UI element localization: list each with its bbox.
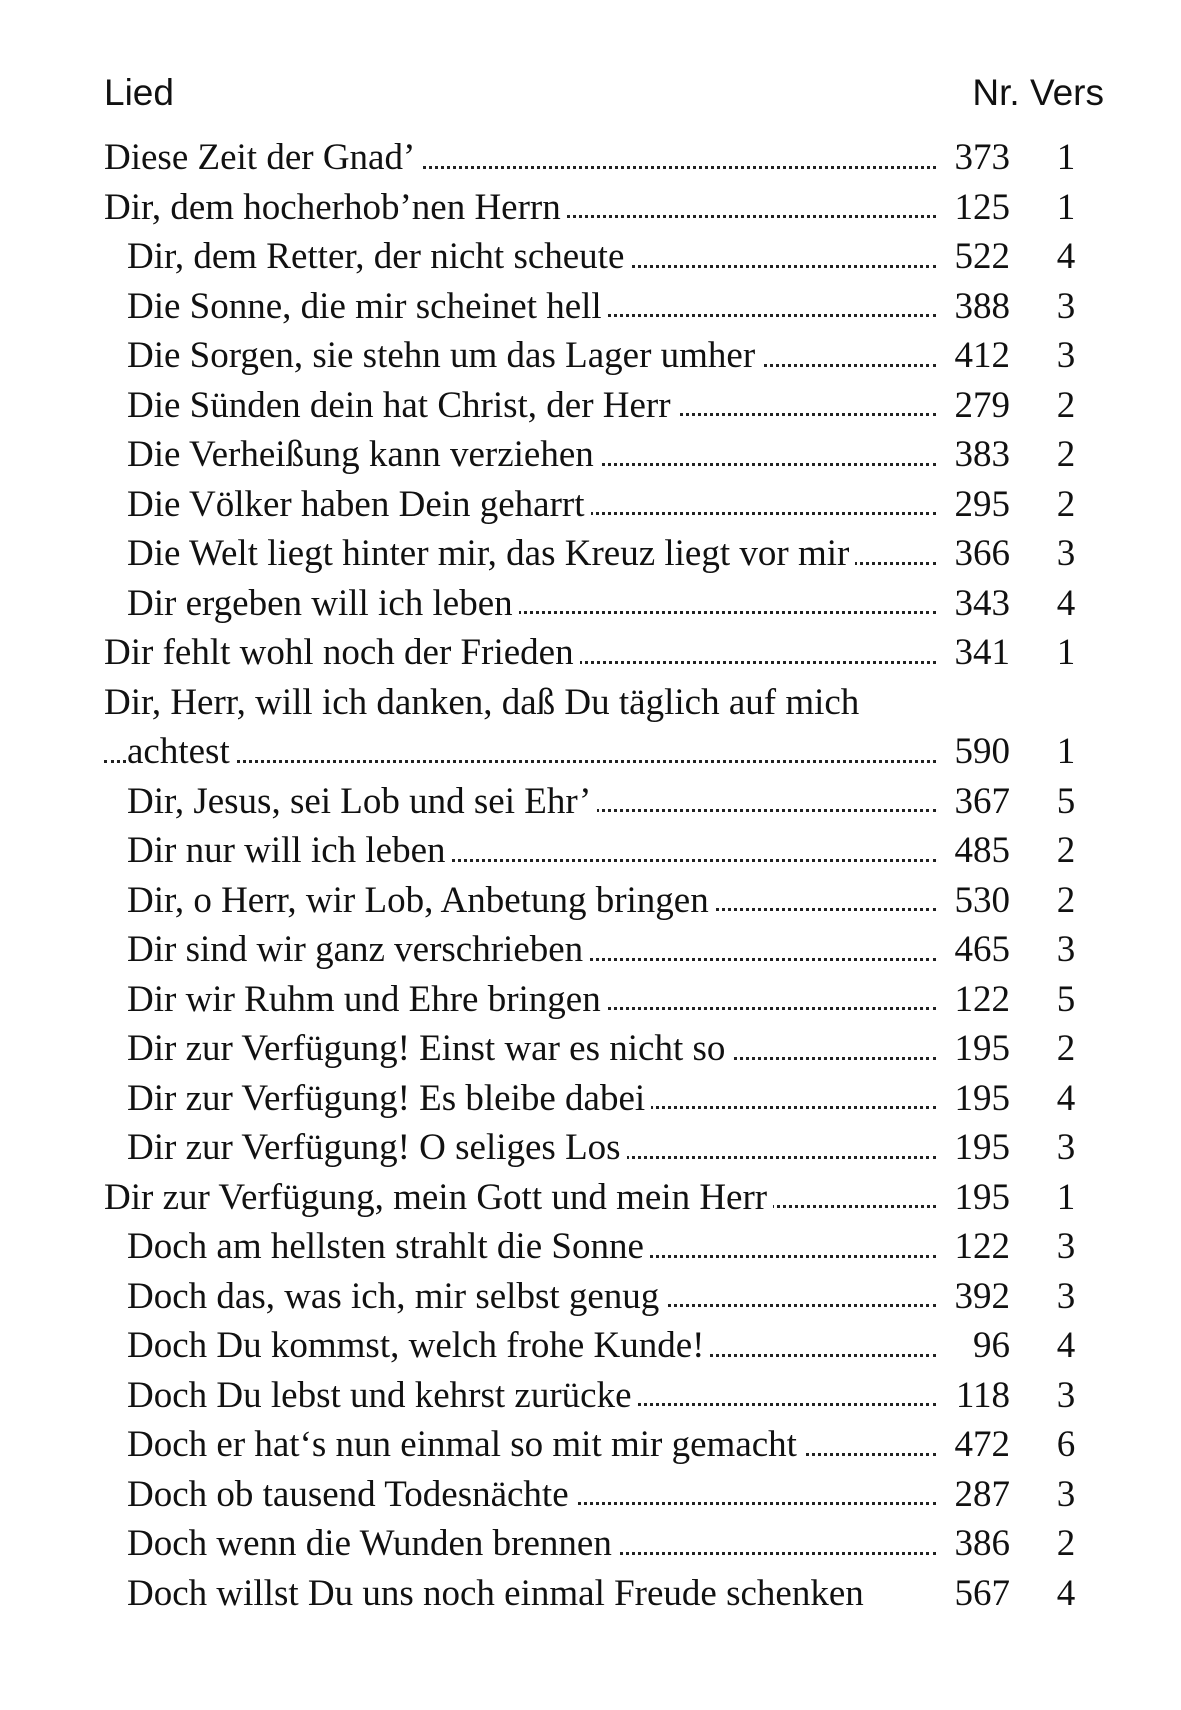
index-entry xyxy=(0,1074,1181,1124)
entry-verse: 3 xyxy=(1056,285,1076,327)
entry-verse: 6 xyxy=(1056,1424,1076,1465)
entry-number: 373 xyxy=(938,133,1010,183)
entry-number: 195 xyxy=(938,1173,1010,1223)
entry-verse: 1 xyxy=(1056,1176,1076,1218)
hymn-index-list xyxy=(0,133,1181,1618)
entry-number: 522 xyxy=(938,232,1010,282)
entry-title: Doch ob tausend Todesnächte xyxy=(127,1470,936,1520)
entry-number: 195 xyxy=(938,1024,1010,1074)
entry-number: 279 xyxy=(938,381,1010,431)
entry-verse: 3 xyxy=(1056,1127,1076,1168)
entry-number: 472 xyxy=(938,1420,1010,1470)
entry-number: 388 xyxy=(938,282,1010,332)
entry-verse: 5 xyxy=(1056,780,1076,822)
entry-title: Dir, dem Retter, der nicht scheute xyxy=(127,232,936,282)
entry-number: 412 xyxy=(938,331,1010,381)
entry-title: Dir wir Ruhm und Ehre bringen xyxy=(127,975,936,1025)
entry-verse: 2 xyxy=(1056,830,1076,871)
index-entry xyxy=(0,1420,1181,1470)
entry-verse: 3 xyxy=(1056,533,1076,574)
entry-verse: 2 xyxy=(1056,879,1076,921)
entry-number: 195 xyxy=(938,1123,1010,1173)
entry-title: Dir sind wir ganz verschrieben xyxy=(127,925,936,975)
entry-number: 392 xyxy=(938,1272,1010,1322)
entry-title: Die Sonne, die mir scheinet hell xyxy=(127,282,936,332)
entry-title: Doch Du lebst und kehrst zurücke xyxy=(127,1371,936,1421)
entry-number: 96 xyxy=(938,1321,1010,1371)
entry-number: 343 xyxy=(938,579,1010,629)
index-entry xyxy=(0,777,1181,827)
index-entry xyxy=(0,579,1181,629)
entry-number: 195 xyxy=(938,1074,1010,1124)
entry-verse: 1 xyxy=(1056,731,1076,772)
index-entry xyxy=(0,133,1181,183)
entry-number: 287 xyxy=(938,1470,1010,1520)
index-entry xyxy=(0,876,1181,926)
entry-verse: 2 xyxy=(1056,483,1076,525)
entry-title: Dir fehlt wohl noch der Frieden xyxy=(104,628,936,678)
index-entry xyxy=(0,1222,1181,1272)
entry-verse: 4 xyxy=(1056,1572,1076,1614)
entry-title: Diese Zeit der Gnad’ xyxy=(104,133,936,183)
index-entry xyxy=(0,480,1181,530)
entry-title: Doch Du kommst, welch frohe Kunde! xyxy=(127,1321,936,1371)
index-entry xyxy=(0,282,1181,332)
entry-title: Die Sorgen, sie stehn um das Lager umher xyxy=(127,331,936,381)
entry-verse: 4 xyxy=(1056,1325,1076,1366)
index-entry xyxy=(0,381,1181,431)
index-entry xyxy=(0,1024,1181,1074)
index-entry xyxy=(0,1173,1181,1223)
entry-verse: 3 xyxy=(1056,929,1076,970)
entry-number: 366 xyxy=(938,529,1010,579)
entry-title: Dir ergeben will ich leben xyxy=(127,579,936,629)
entry-verse: 2 xyxy=(1056,434,1076,475)
entry-title: Dir, o Herr, wir Lob, Anbetung bringen xyxy=(127,876,936,926)
entry-title: Dir zur Verfügung! O seliges Los xyxy=(127,1123,936,1173)
column-header-nr-vers: Nr. Vers xyxy=(972,72,1104,113)
entry-title-continuation: achtest xyxy=(127,727,236,777)
column-header-lied: Lied xyxy=(104,72,174,113)
index-entry xyxy=(0,430,1181,480)
entry-title: Dir zur Verfügung! Einst war es nicht so xyxy=(127,1024,936,1074)
entry-number: 590 xyxy=(938,727,1010,777)
entry-verse: 1 xyxy=(1056,137,1076,178)
entry-verse: 3 xyxy=(1056,1226,1076,1267)
index-entry xyxy=(0,925,1181,975)
index-entry xyxy=(0,1321,1181,1371)
entry-number: 465 xyxy=(938,925,1010,975)
entry-title: Die Welt liegt hinter mir, das Kreuz liegt vor mir xyxy=(127,529,936,579)
entry-verse: 4 xyxy=(1056,582,1076,624)
entry-verse: 4 xyxy=(1056,1077,1076,1119)
entry-verse: 1 xyxy=(1056,632,1076,673)
entry-title: Dir zur Verfügung, mein Gott und mein Herr xyxy=(104,1173,936,1223)
entry-title: Die Sünden dein hat Christ, der Herr xyxy=(127,381,936,431)
entry-verse: 2 xyxy=(1056,384,1076,426)
entry-title: Die Verheißung kann verziehen xyxy=(127,430,936,480)
entry-verse: 3 xyxy=(1056,1275,1076,1317)
entry-verse: 4 xyxy=(1056,236,1076,277)
entry-verse: 3 xyxy=(1056,1374,1076,1416)
index-entry xyxy=(0,331,1181,381)
entry-title: Doch das, was ich, mir selbst genug xyxy=(127,1272,936,1322)
entry-number: 530 xyxy=(938,876,1010,926)
entry-title: Dir, Herr, will ich danken, daß Du täglich auf mich achtest xyxy=(104,678,936,777)
entry-number: 341 xyxy=(938,628,1010,678)
index-entry xyxy=(0,232,1181,282)
entry-verse: 3 xyxy=(1056,1473,1076,1515)
entry-verse: 3 xyxy=(1056,335,1076,376)
index-entry xyxy=(0,678,1181,777)
index-entry xyxy=(0,1569,1181,1619)
index-entry xyxy=(0,183,1181,233)
entry-title: Dir zur Verfügung! Es bleibe dabei xyxy=(127,1074,936,1124)
index-entry xyxy=(0,628,1181,678)
entry-title: Doch am hellsten strahlt die Sonne xyxy=(127,1222,936,1272)
entry-verse: 2 xyxy=(1056,1523,1076,1564)
index-entry xyxy=(0,1371,1181,1421)
entry-number: 367 xyxy=(938,777,1010,827)
entry-title: Dir nur will ich leben xyxy=(127,826,936,876)
index-entry xyxy=(0,1519,1181,1569)
entry-number: 118 xyxy=(938,1371,1010,1421)
entry-title: Dir, Jesus, sei Lob und sei Ehr’ xyxy=(127,777,936,827)
index-entry xyxy=(0,1123,1181,1173)
entry-title: Doch willst Du uns noch einmal Freude schenken xyxy=(127,1569,936,1619)
index-entry xyxy=(0,1272,1181,1322)
index-header xyxy=(104,72,1104,122)
entry-title: Die Völker haben Dein geharrt xyxy=(127,480,936,530)
index-entry xyxy=(0,1470,1181,1520)
entry-verse: 1 xyxy=(1056,186,1076,228)
index-entry xyxy=(0,975,1181,1025)
entry-title: Doch er hat‘s nun einmal so mit mir gemacht xyxy=(127,1420,936,1470)
entry-title: Dir, dem hocherhob’nen Herrn xyxy=(104,183,936,233)
entry-verse: 5 xyxy=(1056,978,1076,1020)
entry-number: 122 xyxy=(938,975,1010,1025)
index-entry xyxy=(0,826,1181,876)
entry-number: 383 xyxy=(938,430,1010,480)
entry-number: 122 xyxy=(938,1222,1010,1272)
entry-number: 567 xyxy=(938,1569,1010,1619)
entry-verse: 2 xyxy=(1056,1028,1076,1069)
entry-number: 295 xyxy=(938,480,1010,530)
entry-title: Doch wenn die Wunden brennen xyxy=(127,1519,936,1569)
entry-number: 386 xyxy=(938,1519,1010,1569)
entry-number: 485 xyxy=(938,826,1010,876)
index-entry xyxy=(0,529,1181,579)
entry-number: 125 xyxy=(938,183,1010,233)
